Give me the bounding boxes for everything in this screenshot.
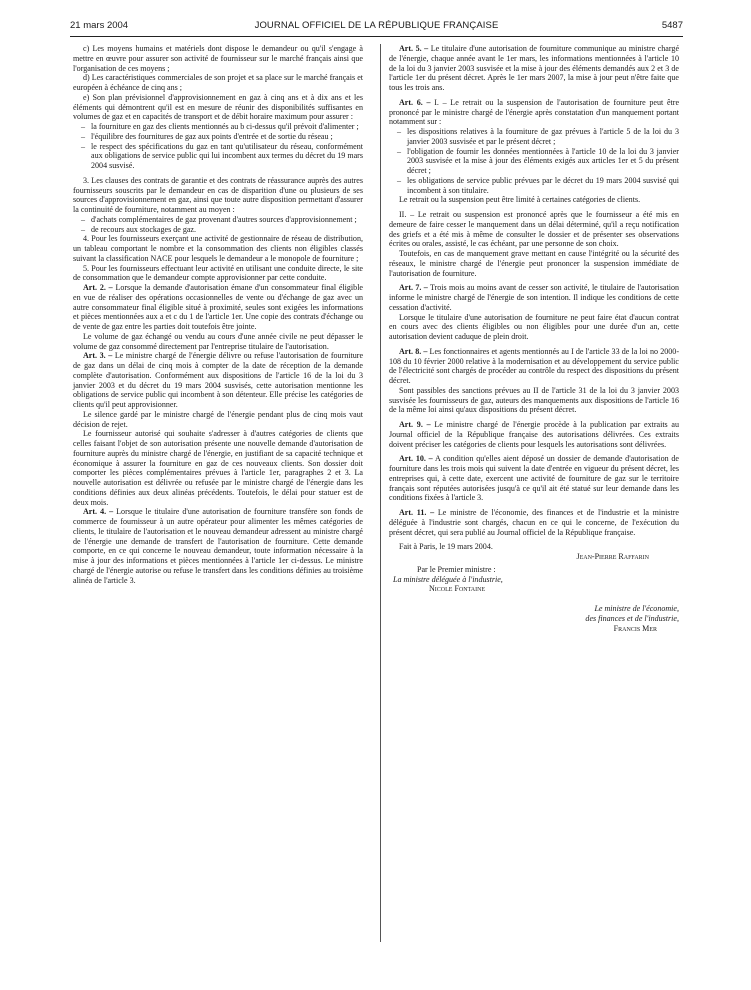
- article-number: Art. 8. –: [399, 346, 428, 356]
- signatory-role: des finances et de l'industrie,: [585, 613, 679, 623]
- para-4: 4. Pour les fournisseurs exerçant une activité de gestionnaire de réseau de distribution, un tableau comportant le nombre et la consommation des clients non éligibles classés suivant la classification NACE pour lesquels le demandeur a le monopole de fourniture ;: [73, 234, 363, 263]
- article-6-para: II. – Le retrait ou suspension est prononcé après que le fournisseur a été mis en demeure de faire cesser le manquement dans un délai déterminé, qu'il a reçu notification des griefs et a été mis à même de consulter le dossier et de présenter ses observations écrites ou orales, assisté, le cas échéant, par une personne de son choix.: [389, 210, 679, 249]
- article-6: Art. 6. – I. – Le retrait ou la suspension de l'autorisation de fourniture peut être prononcé par le ministre chargé de l'énergie après constatation d'un manquement portant notamment sur :: [389, 97, 680, 127]
- article-3-para: Le fournisseur autorisé qui souhaite s'adresser à d'autres catégories de clients que celles faisant l'objet de son autorisation présente une nouvelle demande d'autorisation de fourniture auprès du ministre chargé de l'énergie, en justifiant de sa capacité technique et économique à assurer la fourniture en gaz de ces nouveaux clients. Son dossier doit comporter les pièces complémentaires prévues à l'article 1er, paragraphes 2 et 3. La nouvelle autorisation est délivrée ou refusée par le ministre chargé de l'énergie dans les conditions définies aux deux alinéas précédents. Toutefois, le délai pour statuer est de deux mois.: [73, 429, 363, 507]
- article-4: Art. 4. – Lorsque le titulaire d'une autorisation de fourniture transfère son fonds de commerce de fournisseur à un autre opérateur pour alimenter les mêmes catégories de clients, le titulaire de l'autorisation et le nouveau demandeur adressent au ministre chargé de l'énergie une demande de transfert de l'autorisation de fourniture. Cette demande comporte, en ce qui concerne le nouveau demandeur, toute information nécessaire à la mise à jour des informations et pièces mentionnées à l'article 1er ci-dessus. Le ministre chargé de l'énergie autorise ou refuse le transfert dans les conditions définies au troisième alinéa de l'article 3.: [73, 507, 363, 585]
- list-item: – la fourniture en gaz des clients mentionnés au b ci-dessus qu'il prévoit d'alimenter ;: [73, 122, 363, 132]
- journal-title: JOURNAL OFFICIEL DE LA RÉPUBLIQUE FRANÇAISE: [254, 20, 499, 31]
- article-5: Art. 5. – Le titulaire d'une autorisation de fourniture communique au ministre chargé de l'énergie, chaque année avant le 1er mars, les informations mentionnées à l'article 10 de la loi du 3 janvier 2003 susvisée et la mise à jour des éléments demandés aux 2 et 3 de l'article 1er du présent décret. Après le 1er mars 2007, la mise à jour peut n'être faite que tous les trois ans.: [389, 44, 680, 92]
- page-header: [70, 20, 683, 34]
- para-d: d) Les caractéristiques commerciales de son projet et sa place sur le marché français et européen à échéance de cinq ans ;: [73, 73, 363, 92]
- article-number: Art. 10. –: [399, 454, 433, 464]
- article-number: Art. 6. –: [399, 97, 431, 107]
- list-item: – les dispositions relatives à la fourniture de gaz prévues à l'article 5 de la loi du 3 janvier 2003 susvisée et par le présent décret ;: [389, 127, 679, 147]
- signature-minister-economy: Francis Mer: [613, 623, 657, 633]
- left-column: [73, 44, 363, 585]
- para-e: e) Son plan prévisionnel d'approvisionnement en gaz à cinq ans et à dix ans et les éléments qui démontrent qu'il est en mesure de réunir des disponibilités suffisantes en volumes de gaz et en capacités de transport et de débit horaire maximum pour assurer :: [73, 92, 363, 122]
- article-3: Art. 3. – Le ministre chargé de l'énergie délivre ou refuse l'autorisation de fourniture de gaz dans un délai de cinq mois à compter de la date de réception de la demande complète d'autorisation. Conformément aux dispositions de l'article 16 de la loi du 3 janvier 2003 et du décret du 19 mars 2004 susvisés, cette autorisation mentionne les obligations de service public qui incombent à son détenteur. Elle précise les catégories de clients qu'il peut approvisionner.: [73, 351, 364, 409]
- para-3: 3. Les clauses des contrats de garantie et des contrats de réassurance auprès des autres fournisseurs souscrits par le demandeur en cas de disparition d'une ou plusieurs de ses sources d'approvisionnement en gaz, ainsi que toute autre disposition permettant d'assurer la continuité de fourniture, notamment au moyen :: [73, 175, 363, 214]
- article-number: Art. 2. –: [83, 283, 113, 292]
- article-number: Art. 9. –: [399, 420, 431, 429]
- para-5: 5. Pour les fournisseurs effectuant leur activité en utilisant une conduite directe, le site de consommation que le demandeur compte approvisionner par cette conduite.: [73, 263, 363, 283]
- signature-prime-minister: Jean-Pierre Raffarin: [576, 552, 649, 561]
- header-date: 21 mars 2004: [70, 20, 129, 31]
- right-column: [389, 44, 679, 633]
- article-number: Art. 4. –: [83, 507, 114, 517]
- list-item: – le respect des spécifications du gaz en tant qu'utilisateur du réseau, conformément aux obligations de service public qui lui incombent aux termes du décret du 19 mars 2004 susvisé.: [73, 142, 363, 171]
- article-10: Art. 10. – A condition qu'elles aient déposé un dossier de demande d'autorisation de fourniture dans les trois mois qui suivent la date d'entrée en vigueur du présent décret, les entreprises qui, à cette date, exercent une activité de fourniture de gaz sur le territoire français sont réputées autorisées jusqu'à ce qu'il ait été statué sur leur demande dans les conditions fixées à l'article 3.: [389, 454, 679, 503]
- list-item: – les obligations de service public prévues par le décret du 19 mars 2004 susvisé qui incombent à son titulaire.: [389, 176, 679, 196]
- header-rule: [70, 36, 683, 37]
- article-number: Art. 5. –: [399, 44, 429, 53]
- column-divider: [380, 44, 381, 942]
- article-9: Art. 9. – Le ministre chargé de l'énergie procède à la publication par extraits au Journal officiel de la République française des autorisations délivrées. Ces extraits doivent préciser les catégories de clients pour lesquels les autorisations sont délivrées.: [389, 420, 680, 449]
- article-8: Art. 8. – Les fonctionnaires et agents mentionnés au I de l'article 33 de la loi no 2000-108 du 10 février 2000 relative à la modernisation et au développement du service public de l'électricité sont chargés de procéder au contrôle du respect des dispositions du présent décret.: [389, 346, 679, 385]
- article-11: Art. 11. – Le ministre de l'économie, des finances et de l'industrie et la ministre déléguée à l'industrie sont chargés, chacun en ce qui le concerne, de l'exécution du présent décret, qui sera publié au Journal officiel de la République française.: [389, 508, 679, 537]
- article-number: Art. 7. –: [399, 283, 428, 293]
- list-item: – l'équilibre des fournitures de gaz aux points d'entrée et de sortie du réseau ;: [73, 132, 363, 142]
- article-2: Art. 2. – Lorsque la demande d'autorisation émane d'un consommateur final éligible en vue de réaliser des opérations occasionnelles de vente ou d'échange de gaz avec un autre consommateur final éligible situé à proximité, seules sont exigées les informations et pièces mentionnées aux a et c du 1 de l'article 1er. Une copie des contrats d'échange ou de vente de gaz entre les parties doit toutefois être jointe.: [73, 283, 363, 331]
- article-7: Art. 7. – Trois mois au moins avant de cesser son activité, le titulaire de l'autorisation informe le ministre chargé de l'énergie de son intention. Il indique les conditions de cette cessation d'activité.: [389, 283, 679, 312]
- article-number: Art. 11. –: [399, 508, 435, 517]
- list-item: – de recours aux stockages de gaz.: [73, 225, 363, 235]
- article-2-para: Le volume de gaz échangé ou vendu au cours d'une année civile ne peut dépasser le volume de gaz consommé directement par l'entreprise titulaire de l'autorisation.: [73, 331, 363, 351]
- list-item: – l'obligation de fournir les données mentionnées à l'article 10 de la loi du 3 janvier 2003 susvisée et la mise à jour des éléments exigés aux articles 1er et 5 du présent décret ;: [389, 147, 679, 176]
- article-3-para: Le silence gardé par le ministre chargé de l'énergie pendant plus de cinq mois vaut décision de rejet.: [73, 409, 363, 429]
- page-number: 5487: [661, 20, 683, 31]
- signature-date: Fait à Paris, le 19 mars 2004.: [399, 542, 493, 552]
- article-6-para: Toutefois, en cas de manquement grave mettant en cause l'intégrité ou la sécurité des réseaux, le ministre chargé de l'énergie peut prononcer la suspension immédiate de l'autorisation de fourniture.: [389, 249, 679, 278]
- para-c: c) Les moyens humains et matériels dont dispose le demandeur ou qu'il s'engage à mettre en œuvre pour assurer son activité de fournisseur sur le marché français ainsi que l'organisation de ces moyens ;: [73, 44, 363, 73]
- signatory-role: La ministre déléguée à l'industrie,: [393, 574, 503, 584]
- article-7-para: Lorsque le titulaire d'une autorisation de fourniture ne peut faire état d'aucun contrat en cours avec des clients éligibles ou non éligibles pour une durée d'un an, cette autorisation devient caduque de plein droit.: [389, 312, 679, 341]
- article-number: Art. 3. –: [83, 351, 113, 361]
- article-8-para: Sont passibles des sanctions prévues au II de l'article 31 de la loi du 3 janvier 2003 susvisée les fournisseurs de gaz, auteurs des manquements aux dispositions de l'article 16 de la même loi ainsi qu'aux dispositions du présent décret.: [389, 385, 679, 415]
- signatory-role: Le ministre de l'économie,: [594, 604, 679, 613]
- article-6-para: Le retrait ou la suspension peut être limité à certaines catégories de clients.: [399, 195, 641, 205]
- signature-minister-industry: Nicole Fontaine: [429, 584, 486, 594]
- signature-intro: Par le Premier ministre :: [417, 564, 496, 574]
- list-item: – d'achats complémentaires de gaz provenant d'autres sources d'approvisionnement ;: [73, 215, 363, 225]
